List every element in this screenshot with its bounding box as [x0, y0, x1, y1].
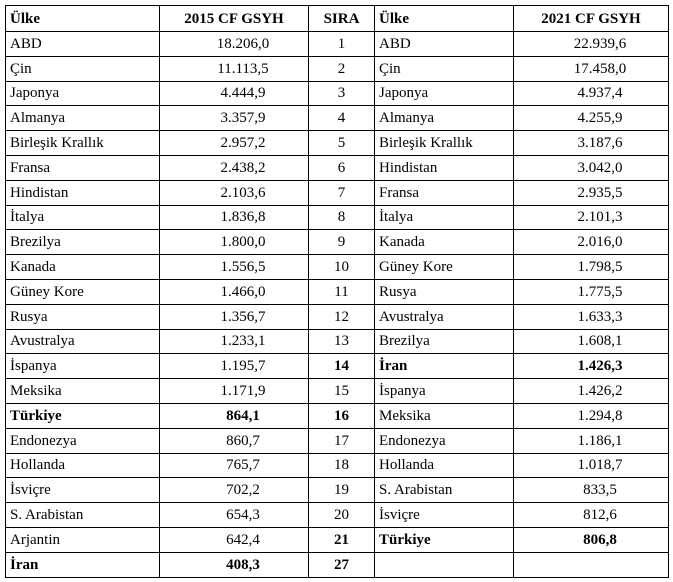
table-row [6, 180, 669, 205]
gdp-2015-cell: 11.113,5 [160, 56, 309, 81]
header-gdp-2015: 2015 CF GSYH [160, 6, 309, 32]
country-2021-cell: Almanya [375, 106, 514, 131]
gdp-2021-cell: 3.187,6 [514, 131, 669, 156]
gdp-2015-cell: 1.800,0 [160, 230, 309, 255]
rank-cell: 7 [309, 180, 375, 205]
gdp-2021-cell: 806,8 [514, 527, 669, 552]
gdp-2021-cell: 4.937,4 [514, 81, 669, 106]
table-row [6, 230, 669, 255]
country-2021-cell: Japonya [375, 81, 514, 106]
country-2015-cell: Türkiye [6, 403, 160, 428]
rank-cell: 20 [309, 503, 375, 528]
header-rank: SIRA [309, 6, 375, 32]
country-2015-cell: Endonezya [6, 428, 160, 453]
table-row [6, 81, 669, 106]
rank-cell: 6 [309, 155, 375, 180]
gdp-2015-cell: 1.836,8 [160, 205, 309, 230]
country-2015-cell: Brezilya [6, 230, 160, 255]
rank-cell: 3 [309, 81, 375, 106]
country-2021-cell: Meksika [375, 403, 514, 428]
country-2015-cell: Almanya [6, 106, 160, 131]
table-row [6, 354, 669, 379]
country-2021-cell: İspanya [375, 379, 514, 404]
header-row [6, 6, 669, 32]
rank-cell: 27 [309, 552, 375, 577]
country-2015-cell: İran [6, 552, 160, 577]
gdp-2021-cell: 2.935,5 [514, 180, 669, 205]
country-2015-cell: Güney Kore [6, 279, 160, 304]
gdp-2015-cell: 18.206,0 [160, 32, 309, 57]
country-2021-cell: İtalya [375, 205, 514, 230]
gdp-2021-cell: 1.426,2 [514, 379, 669, 404]
country-2021-cell: S. Arabistan [375, 478, 514, 503]
gdp-2015-cell: 1.233,1 [160, 329, 309, 354]
rank-cell: 15 [309, 379, 375, 404]
country-2021-cell: Güney Kore [375, 255, 514, 280]
table-row [6, 379, 669, 404]
country-2021-cell: Kanada [375, 230, 514, 255]
rank-cell: 17 [309, 428, 375, 453]
rank-cell: 18 [309, 453, 375, 478]
gdp-2015-cell: 860,7 [160, 428, 309, 453]
country-2021-cell: Türkiye [375, 527, 514, 552]
gdp-2015-cell: 642,4 [160, 527, 309, 552]
header-country-2015: Ülke [6, 6, 160, 32]
country-2021-cell [375, 552, 514, 577]
rank-cell: 11 [309, 279, 375, 304]
table-row [6, 32, 669, 57]
gdp-2021-cell: 1.018,7 [514, 453, 669, 478]
gdp-2015-cell: 1.356,7 [160, 304, 309, 329]
country-2015-cell: Japonya [6, 81, 160, 106]
gdp-2015-cell: 864,1 [160, 403, 309, 428]
gdp-2021-cell: 812,6 [514, 503, 669, 528]
country-2021-cell: Avustralya [375, 304, 514, 329]
gdp-2015-cell: 2.438,2 [160, 155, 309, 180]
gdp-2021-cell [514, 552, 669, 577]
gdp-2015-cell: 1.556,5 [160, 255, 309, 280]
gdp-2015-cell: 702,2 [160, 478, 309, 503]
gdp-2015-cell: 408,3 [160, 552, 309, 577]
table-row [6, 155, 669, 180]
gdp-ranking-table [5, 5, 669, 578]
rank-cell: 5 [309, 131, 375, 156]
header-gdp-2021: 2021 CF GSYH [514, 6, 669, 32]
gdp-2021-cell: 2.016,0 [514, 230, 669, 255]
gdp-2015-cell: 1.195,7 [160, 354, 309, 379]
table-row [6, 527, 669, 552]
rank-cell: 1 [309, 32, 375, 57]
gdp-2021-cell: 22.939,6 [514, 32, 669, 57]
country-2015-cell: Hollanda [6, 453, 160, 478]
country-2021-cell: Fransa [375, 180, 514, 205]
country-2021-cell: Birleşik Krallık [375, 131, 514, 156]
gdp-2015-cell: 2.957,2 [160, 131, 309, 156]
table-row [6, 106, 669, 131]
table-row [6, 255, 669, 280]
table-row [6, 428, 669, 453]
gdp-2015-cell: 1.171,9 [160, 379, 309, 404]
rank-cell: 16 [309, 403, 375, 428]
rank-cell: 10 [309, 255, 375, 280]
gdp-2015-cell: 3.357,9 [160, 106, 309, 131]
table-row [6, 304, 669, 329]
country-2015-cell: Fransa [6, 155, 160, 180]
table-body [6, 32, 669, 578]
country-2021-cell: Hindistan [375, 155, 514, 180]
rank-cell: 14 [309, 354, 375, 379]
table-row [6, 56, 669, 81]
country-2021-cell: İsviçre [375, 503, 514, 528]
gdp-2021-cell: 3.042,0 [514, 155, 669, 180]
gdp-2021-cell: 1.294,8 [514, 403, 669, 428]
gdp-2021-cell: 1.186,1 [514, 428, 669, 453]
country-2021-cell: Brezilya [375, 329, 514, 354]
rank-cell: 19 [309, 478, 375, 503]
rank-cell: 21 [309, 527, 375, 552]
gdp-2021-cell: 1.633,3 [514, 304, 669, 329]
table-row [6, 478, 669, 503]
rank-cell: 12 [309, 304, 375, 329]
gdp-2015-cell: 2.103,6 [160, 180, 309, 205]
gdp-2021-cell: 833,5 [514, 478, 669, 503]
gdp-2021-cell: 1.798,5 [514, 255, 669, 280]
table-row [6, 503, 669, 528]
rank-cell: 4 [309, 106, 375, 131]
country-2015-cell: ABD [6, 32, 160, 57]
country-2015-cell: İspanya [6, 354, 160, 379]
country-2021-cell: Çin [375, 56, 514, 81]
gdp-2021-cell: 1.608,1 [514, 329, 669, 354]
country-2015-cell: S. Arabistan [6, 503, 160, 528]
table-row [6, 403, 669, 428]
country-2015-cell: Rusya [6, 304, 160, 329]
country-2021-cell: Rusya [375, 279, 514, 304]
country-2015-cell: Avustralya [6, 329, 160, 354]
country-2021-cell: Endonezya [375, 428, 514, 453]
gdp-2021-cell: 17.458,0 [514, 56, 669, 81]
gdp-2015-cell: 4.444,9 [160, 81, 309, 106]
table-row [6, 552, 669, 577]
country-2015-cell: Birleşik Krallık [6, 131, 160, 156]
country-2015-cell: İsviçre [6, 478, 160, 503]
country-2021-cell: ABD [375, 32, 514, 57]
table-row [6, 329, 669, 354]
country-2015-cell: Kanada [6, 255, 160, 280]
country-2015-cell: Arjantin [6, 527, 160, 552]
country-2015-cell: İtalya [6, 205, 160, 230]
country-2021-cell: Hollanda [375, 453, 514, 478]
gdp-2015-cell: 654,3 [160, 503, 309, 528]
table-row [6, 205, 669, 230]
rank-cell: 8 [309, 205, 375, 230]
header-country-2021: Ülke [375, 6, 514, 32]
table-row [6, 279, 669, 304]
gdp-2015-cell: 765,7 [160, 453, 309, 478]
country-2015-cell: Çin [6, 56, 160, 81]
gdp-2021-cell: 1.775,5 [514, 279, 669, 304]
rank-cell: 2 [309, 56, 375, 81]
gdp-2015-cell: 1.466,0 [160, 279, 309, 304]
rank-cell: 9 [309, 230, 375, 255]
rank-cell: 13 [309, 329, 375, 354]
gdp-2021-cell: 1.426,3 [514, 354, 669, 379]
country-2015-cell: Meksika [6, 379, 160, 404]
table-row [6, 453, 669, 478]
gdp-2021-cell: 4.255,9 [514, 106, 669, 131]
table-row [6, 131, 669, 156]
gdp-2021-cell: 2.101,3 [514, 205, 669, 230]
country-2015-cell: Hindistan [6, 180, 160, 205]
country-2021-cell: İran [375, 354, 514, 379]
